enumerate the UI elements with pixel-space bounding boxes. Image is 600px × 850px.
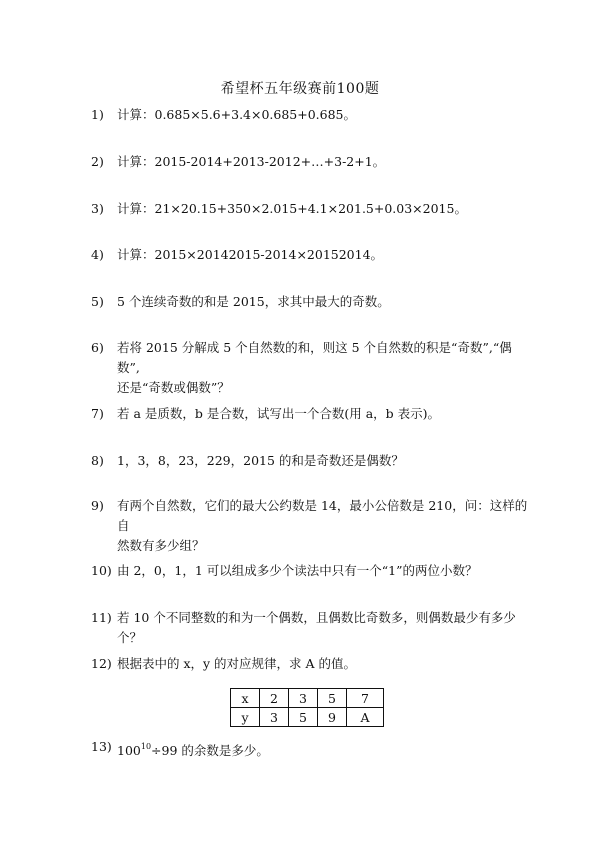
question-text-continued: 还是“奇数或偶数”？: [117, 380, 230, 395]
xy-table: [230, 688, 384, 727]
table-cell: 5: [289, 708, 318, 727]
question-number: 8): [91, 453, 104, 468]
table-cell: x: [231, 689, 260, 708]
question-text: 若 10 个不同整数的和为一个偶数，且偶数比奇数多，则偶数最少有多少个？: [117, 610, 516, 645]
question-number: 9): [91, 498, 104, 513]
question-text: 1，3，8，23，229，2015 的和是奇数还是偶数？: [117, 453, 404, 468]
question-13: [91, 737, 531, 761]
question-6: [91, 338, 531, 398]
question-1: [91, 105, 531, 125]
question-8: [91, 451, 531, 471]
question-9: [91, 496, 531, 556]
table-cell: 5: [318, 689, 347, 708]
table-cell: 3: [289, 689, 318, 708]
question-text: 计算：2015×20142015-2014×20152014。: [117, 247, 384, 262]
question-number: 11): [91, 610, 112, 625]
question-4: [91, 245, 531, 265]
question-text: 若 a 是质数，b 是合数，试写出一个合数(用 a，b 表示)。: [117, 406, 441, 421]
question-number: 1): [91, 107, 104, 122]
table-row-x: [231, 689, 384, 708]
question-text: 5 个连续奇数的和是 2015，求其中最大的奇数。: [117, 294, 390, 309]
question-number: 12): [91, 656, 112, 671]
table-cell: 3: [260, 708, 289, 727]
question-text: 计算：2015-2014+2013-2012+…+3-2+1。: [117, 154, 386, 169]
question-number: 13): [91, 739, 112, 754]
question-7: [91, 404, 531, 424]
question-text: 根据表中的 x，y 的对应规律，求 A 的值。: [117, 656, 357, 671]
question-text: 计算：0.685×5.6+3.4×0.685+0.685。: [117, 107, 357, 122]
table-cell: 2: [260, 689, 289, 708]
table-row-y: [231, 708, 384, 727]
question-number: 5): [91, 294, 104, 309]
question-text-rest: ÷99 的余数是多少。: [151, 743, 269, 758]
question-10: [91, 561, 531, 581]
question-12: [91, 654, 531, 674]
question-text: 若将 2015 分解成 5 个自然数的和，则这 5 个自然数的积是“奇数”,“偶数”,: [117, 340, 512, 375]
table-cell: y: [231, 708, 260, 727]
question-text: 计算：21×20.15+350×2.015+4.1×201.5+0.03×2015。: [117, 201, 467, 216]
question-text-continued: 然数有多少组？: [117, 538, 205, 553]
question-number: 4): [91, 247, 104, 262]
question-5: [91, 292, 531, 312]
question-11: [91, 608, 531, 648]
question-number: 6): [91, 340, 104, 355]
power-exponent: 10: [140, 742, 152, 751]
table-cell: 7: [347, 689, 384, 708]
question-number: 2): [91, 154, 104, 169]
page-title: 希望杯五年级赛前100题: [220, 81, 380, 97]
table-cell: A: [347, 708, 384, 727]
power-base: 100: [117, 743, 141, 758]
question-text: 有两个自然数，它们的最大公约数是 14，最小公倍数是 210，问：这样的自: [117, 498, 528, 533]
question-3: [91, 199, 531, 219]
question-number: 10): [91, 563, 112, 578]
question-number: 7): [91, 406, 104, 421]
question-text: [117, 737, 531, 761]
question-number: 3): [91, 201, 104, 216]
table-cell: 9: [318, 708, 347, 727]
question-text: 由 2，0，1，1 可以组成多少个读法中只有一个“1”的两位小数？: [117, 563, 478, 578]
question-2: [91, 152, 531, 172]
